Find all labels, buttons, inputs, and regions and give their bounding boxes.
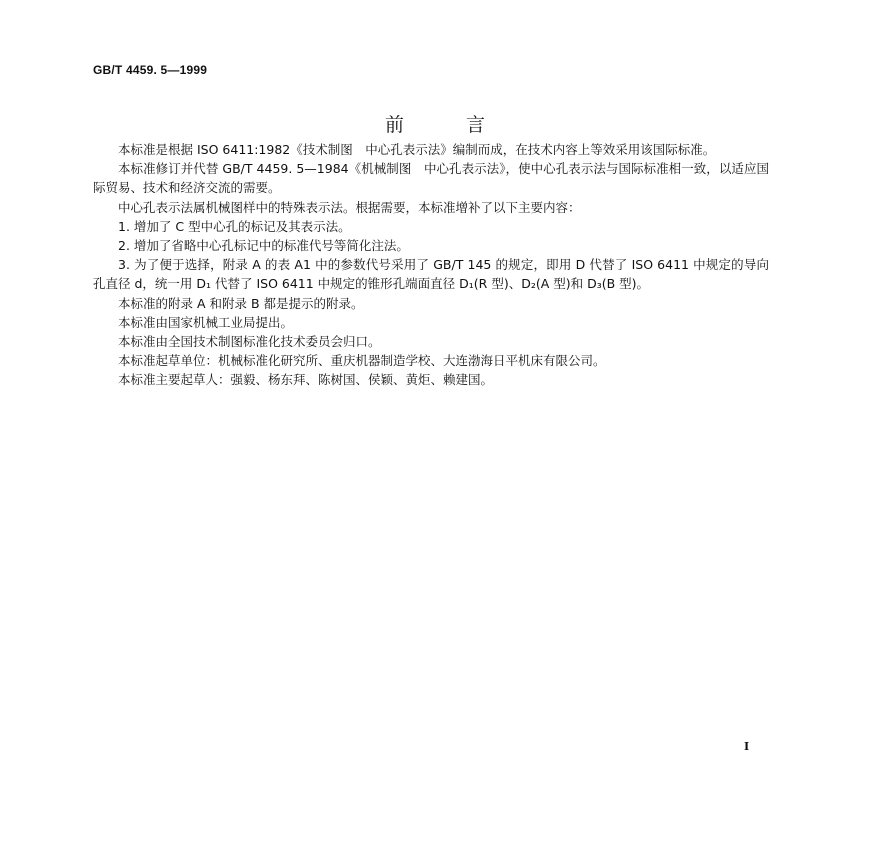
standard-code: GB/T 4459. 5—1999 bbox=[93, 63, 208, 77]
page-number: I bbox=[744, 740, 750, 753]
paragraph: 本标准由全国技术制图标准化技术委员会归口。 bbox=[118, 334, 381, 350]
list-item: 1. 增加了 C 型中心孔的标记及其表示法。 bbox=[118, 218, 351, 234]
list-item: 3. 为了便于选择，附录 A 的表 A1 中的参数代号采用了 GB/T 145 的规定，即用 D 代替了 ISO 6411 中规定的导向孔直径 d，统一用 D₁ 代替了 ISO 6411 中规定的锥形孔端面直径 D₁(R 型)、D₂(A 型)和 D₃(B 型)。 bbox=[93, 257, 769, 292]
page-title: 前言 bbox=[384, 114, 547, 136]
paragraph: 本标准由国家机械工业局提出。 bbox=[118, 314, 294, 330]
list-item: 2. 增加了省略中心孔标记中的标准代号等简化注法。 bbox=[118, 238, 409, 254]
paragraph: 本标准的附录 A 和附录 B 都是提示的附录。 bbox=[118, 295, 364, 311]
paragraph: 中心孔表示法属机械图样中的特殊表示法。根据需要，本标准增补了以下主要内容： bbox=[118, 199, 581, 215]
paragraph: 本标准起草单位：机械标准化研究所、重庆机器制造学校、大连渤海日平机床有限公司。 bbox=[118, 353, 606, 369]
paragraph: 本标准是根据 ISO 6411:1982《技术制图 中心孔表示法》编制而成，在技术内容上等效采用该国际标准。 bbox=[118, 142, 716, 157]
foreword-body bbox=[93, 140, 769, 390]
paragraph: 本标准主要起草人：强毅、杨东拜、陈树国、侯颖、黄炬、赖建国。 bbox=[118, 372, 494, 388]
paragraph: 本标准修订并代替 GB/T 4459. 5—1984《机械制图 中心孔表示法》，使中心孔表示法与国际标准相一致，以适应国际贸易、技术和经济交流的需要。 bbox=[93, 161, 769, 196]
